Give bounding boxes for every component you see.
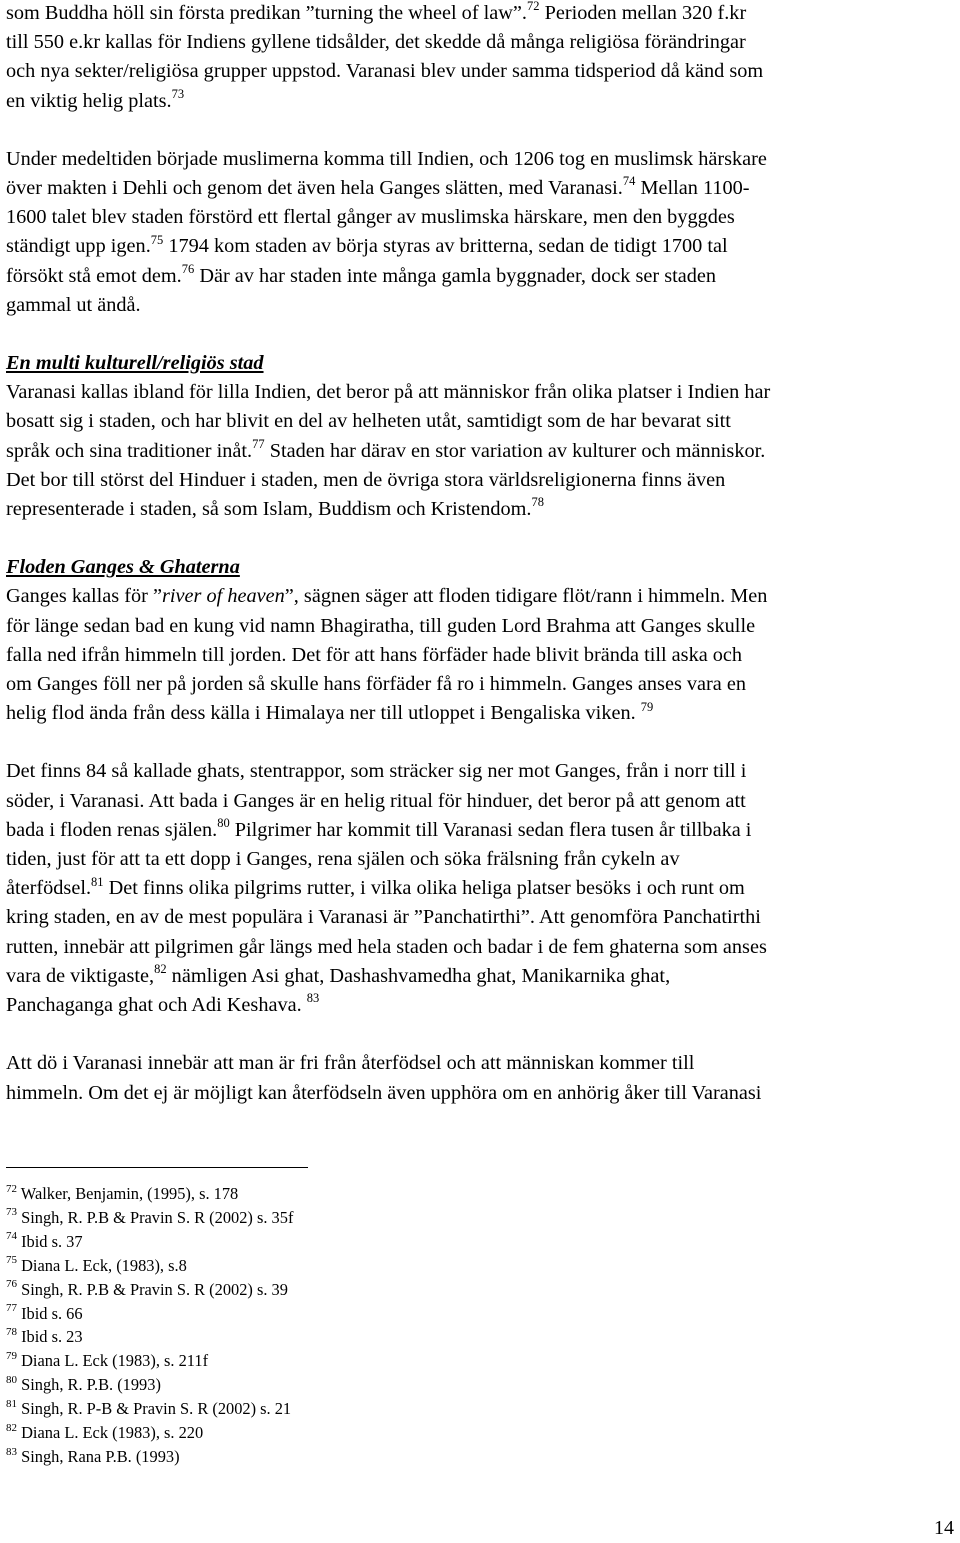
paragraph-gap [6, 728, 956, 757]
footnote-item: $^{82}$ Diana L. Eck (1983), s. 220 [6, 1421, 204, 1443]
footnote-ref[interactable]: 77 [252, 436, 265, 451]
text-line: försökt stå emot dem.$^{76}$ Där av har staden inte många gamla byggnader, dock ser staden [6, 261, 717, 287]
text-line: Att dö i Varanasi innebär att man är fri från återfödsel och att människan kommer till [6, 1052, 695, 1075]
footnote-item: $^{77}$ Ibid s. 66 [6, 1302, 83, 1323]
text-line: som Buddha höll sin första predikan ”turning the wheel of law”.$^{72}$ Perioden mellan 320 f.kr [6, 0, 747, 24]
footnote-item: $^{81}$ Singh, R. P-B & Pravin S. R (2002) s. 21 [6, 1397, 292, 1419]
footnote-ref[interactable]: 82 [154, 962, 167, 977]
footnote-item: $^{75}$ Diana L. Eck, (1983), s.8 [6, 1254, 187, 1275]
footnote-item: $^{78}$ Ibid s. 23 [6, 1325, 83, 1347]
paragraph-gap [6, 320, 956, 349]
footnote-number: 80 [6, 1373, 17, 1386]
text-line: gammal ut ändå. [6, 293, 141, 316]
footnote-ref[interactable]: 81 [91, 874, 104, 889]
page-number: 14 [934, 1517, 954, 1539]
footnote-ref[interactable]: 83 [306, 991, 320, 1006]
footnote-ref[interactable]: 74 [622, 174, 636, 189]
footnotes [6, 1182, 293, 1469]
text-line: vara de viktigaste,$^{82}$ nämligen Asi ghat, Dashashvamedha ghat, Manikarnika ghat, [6, 962, 671, 987]
paragraph-ghats [6, 757, 956, 1020]
footnote-number: 73 [6, 1206, 17, 1219]
section-heading-multicultural: En multi kulturell/religiös stad [6, 352, 264, 375]
italic-phrase: river of heaven [162, 585, 285, 608]
text-line: Det finns 84 så kallade ghats, stentrappor, som sträcker sig ner mot Ganges, från i norr till i [6, 760, 747, 783]
footnote-number: 82 [6, 1421, 17, 1434]
text-line: Under medeltiden började muslimerna komma till Indien, och 1206 tog en muslimsk härskare [6, 147, 767, 170]
footnote-number: 81 [6, 1397, 17, 1410]
text-line: språk och sina traditioner inåt.$^{77}$ Staden har därav en stor variation av kulturer och människor. [6, 436, 766, 462]
text-line: och nya sekter/religiösa grupper uppstod. Varanasi blev under samma tidsperiod då känd som [6, 60, 764, 83]
footnote-item: $^{76}$ Singh, R. P.B & Pravin S. R (2002) s. 39 [6, 1278, 288, 1299]
footnote-number: 75 [6, 1254, 17, 1267]
text-line: en viktig helig plats.$^{73}$ [6, 86, 185, 112]
text-line: Varanasi kallas ibland för lilla Indien, det beror på att människor från olika platser i Indien har [6, 381, 771, 404]
footnote-item: $^{80}$ Singh, R. P.B. (1993) [6, 1373, 161, 1395]
text-line: över makten i Dehli och genom det även hela Ganges slätten, med Varanasi.$^{74}$ Mellan 1100- [6, 174, 750, 200]
paragraph-medieval [6, 145, 956, 320]
text-line: till 550 e.kr kallas för Indiens gyllene tidsålder, det skedde då många religiösa förändringar [6, 31, 746, 54]
text-line: Ganges kallas för ”river of heaven”, sägnen säger att floden tidigare flöt/rann i himmeln. Men [6, 585, 768, 608]
text-line: rutten, innebär att pilgrimen går längs med hela staden och badar i de fem ghaterna som anses [6, 935, 767, 958]
section-heading-ganges: Floden Ganges & Ghaterna [6, 556, 240, 579]
paragraph-death [6, 1049, 956, 1107]
text-line: helig flod ända från dess källa i Himalaya ner till utloppet i Bengaliska viken. $^{79}$ [6, 699, 654, 725]
footnote-number: 76 [6, 1278, 17, 1291]
footnote-item: $^{79}$ Diana L. Eck (1983), s. 211f [6, 1349, 209, 1371]
footnote-ref[interactable]: 73 [171, 86, 185, 101]
footnote-number: 83 [6, 1445, 17, 1458]
text-line: Panchaganga ghat och Adi Keshava. $^{83}$ [6, 991, 320, 1017]
text-line: Det bor till störst del Hinduer i staden, men de övriga stora världsreligionerna finns även [6, 468, 726, 491]
footnote-item: $^{83}$ Singh, Rana P.B. (1993) [6, 1445, 180, 1466]
paragraph-multicultural [6, 378, 956, 524]
paragraph-gap [6, 1020, 956, 1049]
text-line: falla ned ifrån himmeln till jorden. Det för att hans förfäder hade blivit brända till aska och [6, 643, 743, 666]
footnote-number: 77 [6, 1302, 17, 1315]
paragraph-ganges [6, 582, 956, 728]
text-line: bosatt sig i staden, och har blivit en del av helheten utåt, samtidigt som de har bevarat sitt [6, 410, 731, 433]
footnote-number: 79 [6, 1349, 17, 1362]
footnote-number: 74 [6, 1230, 17, 1243]
text-line: återfödsel.$^{81}$ Det finns olika pilgrims rutter, i vilka olika heliga platser besöks i och runt om [6, 874, 745, 900]
footnote-ref[interactable]: 79 [640, 699, 654, 714]
footnote-ref[interactable]: 76 [181, 261, 195, 276]
footnote-ref[interactable]: 78 [531, 495, 545, 510]
footnote-ref[interactable]: 72 [527, 0, 540, 14]
text-line: om Ganges föll ner på jorden så skulle hans förfäder få ro i himmeln. Ganges anses vara en [6, 673, 747, 696]
footnote-separator [6, 1167, 308, 1168]
footnote-ref[interactable]: 75 [150, 232, 164, 247]
text-line: representerade i staden, så som Islam, Buddism och Kristendom.$^{78}$ [6, 495, 545, 521]
text-line: 1600 talet blev staden förstörd ett flertal gånger av muslimska härskare, men den byggdes [6, 206, 735, 229]
footnote-item: $^{72}$ Walker, Benjamin, (1995), s. 178 [6, 1182, 239, 1203]
text-line: för länge sedan bad en kung vid namn Bhagiratha, till guden Lord Brahma att Ganges skulle [6, 614, 756, 637]
text-line: himmeln. Om det ej är möjligt kan återfödseln även upphöra om en anhörig åker till Varanasi [6, 1081, 762, 1104]
paragraph-buddha [6, 0, 956, 116]
footnote-item: $^{73}$ Singh, R. P.B & Pravin S. R (2002) s. 35f [6, 1206, 294, 1227]
text-line: bada i floden renas själen.$^{80}$ Pilgrimer har kommit till Varanasi sedan flera tusen år tillbaka i [6, 816, 752, 841]
footnote-number: 78 [6, 1325, 17, 1338]
text-line: ständigt upp igen.$^{75}$ 1794 kom staden av börja styras av britterna, sedan de tidigt 1700 tal [6, 232, 728, 258]
document-page [6, 0, 956, 1108]
footnote-ref[interactable]: 80 [217, 816, 230, 831]
footnote-item: $^{74}$ Ibid s. 37 [6, 1230, 83, 1251]
text-line: tiden, just för att ta ett dopp i Ganges, rena själen och söka frälsning från cykeln av [6, 848, 680, 871]
text-line: kring staden, en av de mest populära i Varanasi är ”Panchatirthi”. Att genomföra Panchatirthi [6, 906, 761, 929]
footnote-number: 72 [6, 1182, 17, 1195]
paragraph-gap [6, 116, 956, 145]
text-line: söder, i Varanasi. Att bada i Ganges är en helig ritual för hinduer, det beror på att genom att [6, 789, 746, 812]
paragraph-gap [6, 524, 956, 553]
